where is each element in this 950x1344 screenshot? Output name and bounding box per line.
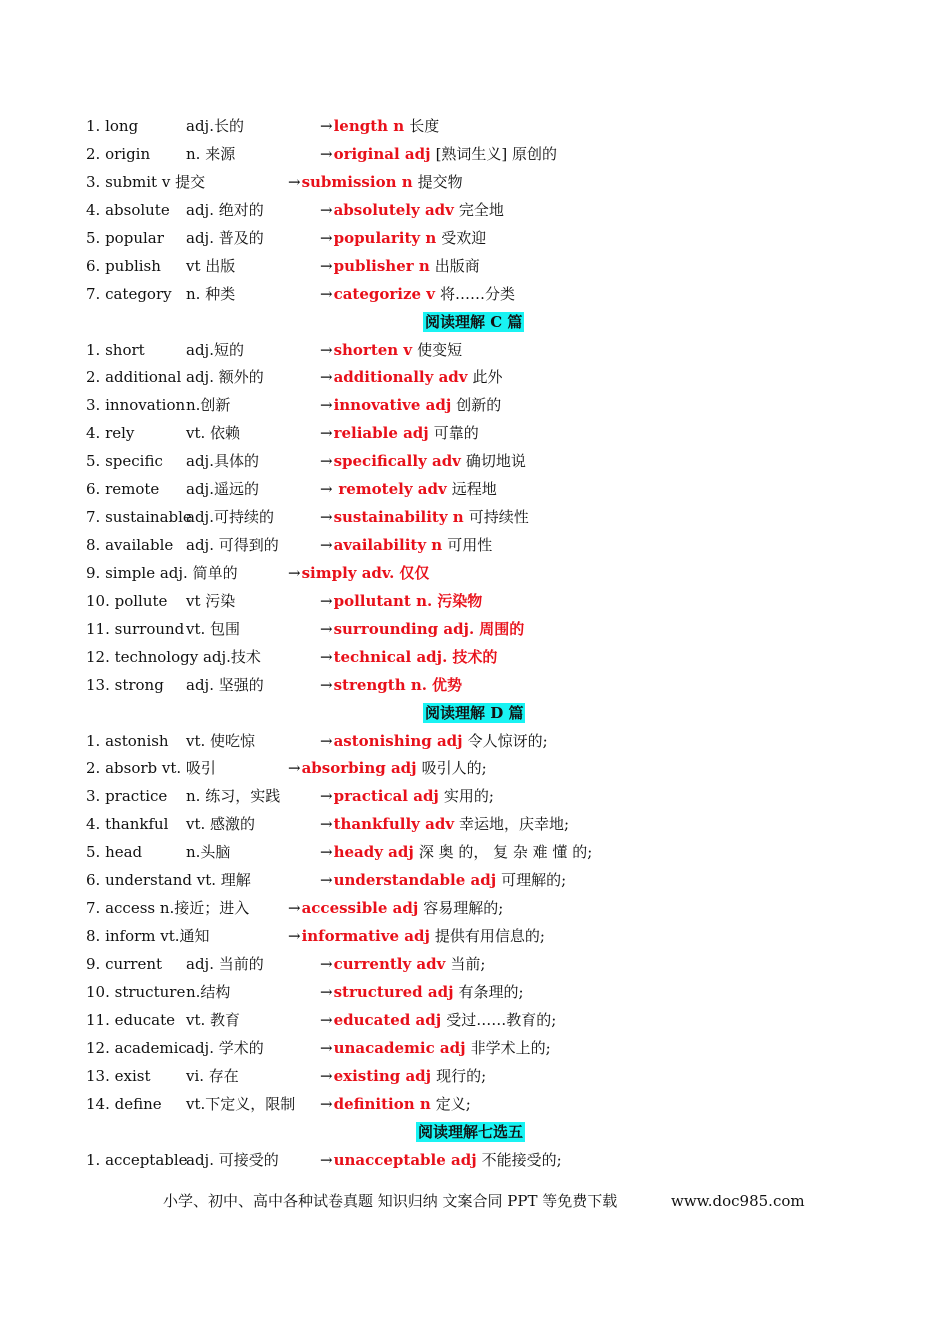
vocab-row bbox=[86, 479, 686, 499]
arrow-icon: → bbox=[320, 1151, 333, 1169]
base-meaning: adj.短的 bbox=[186, 341, 244, 359]
vocab-row bbox=[86, 814, 686, 834]
vocab-row bbox=[86, 842, 686, 862]
derived-word: technical adj. bbox=[333, 648, 448, 666]
base-meaning: adj. 当前的 bbox=[186, 955, 264, 973]
arrow-icon: → bbox=[320, 648, 333, 666]
arrow-icon: → bbox=[320, 1039, 333, 1057]
derived-word: remotely adv bbox=[338, 480, 447, 498]
derived-meaning: 完全地 bbox=[458, 201, 504, 219]
vocab-row bbox=[86, 982, 686, 1002]
section-heading-d: 阅读理解 D 篇 bbox=[425, 704, 524, 722]
derived-word: educated adj bbox=[333, 1011, 442, 1029]
vocab-row bbox=[86, 619, 686, 639]
arrow-icon: → bbox=[320, 480, 333, 498]
arrow-icon: → bbox=[320, 201, 333, 219]
base-word: 1. long bbox=[86, 117, 139, 135]
arrow-icon: → bbox=[320, 843, 333, 861]
base-word: 7. sustainable bbox=[86, 508, 192, 526]
footer-site-link[interactable]: www.doc985.com bbox=[671, 1192, 805, 1210]
arrow-icon: → bbox=[320, 145, 333, 163]
arrow-icon: → bbox=[320, 1095, 333, 1113]
derived-meaning: 提供有用信息的; bbox=[434, 927, 545, 945]
vocab-row bbox=[86, 1010, 686, 1030]
base-meaning: adj. 普及的 bbox=[186, 229, 264, 247]
derived-word: absolutely adv bbox=[333, 201, 454, 219]
vocab-row bbox=[86, 1094, 686, 1114]
vocab-row bbox=[86, 451, 686, 471]
derived-word: pollutant n. bbox=[333, 592, 433, 610]
derived-word: structured adj bbox=[333, 983, 454, 1001]
derived-word: additionally adv bbox=[333, 368, 468, 386]
arrow-icon: → bbox=[320, 285, 333, 303]
arrow-icon: → bbox=[320, 424, 333, 442]
arrow-icon: → bbox=[320, 787, 333, 805]
vocab-row bbox=[86, 423, 686, 443]
base-meaning: adj. 额外的 bbox=[186, 368, 264, 386]
vocab-row bbox=[86, 200, 686, 220]
vocab-row bbox=[86, 731, 686, 751]
arrow-icon: → bbox=[320, 815, 333, 833]
base-meaning: adj.具体的 bbox=[186, 452, 259, 470]
base-word: 5. head bbox=[86, 843, 143, 861]
base-word: 13. exist bbox=[86, 1067, 151, 1085]
base-word: 2. origin bbox=[86, 145, 151, 163]
vocab-row bbox=[86, 675, 686, 695]
derived-word: thankfully adv bbox=[333, 815, 455, 833]
base-word: 11. surround bbox=[86, 620, 185, 638]
base-word: 9. simple adj. 简单的 bbox=[86, 564, 238, 582]
derived-meaning: 幸运地，庆幸地; bbox=[459, 815, 570, 833]
derived-meaning: 提交物 bbox=[417, 173, 463, 191]
base-meaning: vt.下定义，限制 bbox=[186, 1095, 296, 1113]
arrow-icon: → bbox=[320, 452, 333, 470]
derived-word: popularity n bbox=[333, 229, 437, 247]
derived-word: innovative adj bbox=[333, 396, 452, 414]
vocab-row bbox=[86, 926, 686, 946]
derived-word: simply adv. bbox=[301, 564, 395, 582]
derived-meaning: 不能接受的; bbox=[481, 1151, 562, 1169]
vocab-row bbox=[86, 1038, 686, 1058]
derived-word: availability n bbox=[333, 536, 443, 554]
vocab-row bbox=[86, 647, 686, 667]
base-word: 8. available bbox=[86, 536, 174, 554]
base-word: 5. specific bbox=[86, 452, 163, 470]
arrow-icon: → bbox=[320, 536, 333, 554]
derived-meaning: 长度 bbox=[409, 117, 440, 135]
base-meaning: adj. 绝对的 bbox=[186, 201, 264, 219]
vocab-row bbox=[86, 870, 686, 890]
arrow-icon: → bbox=[320, 955, 333, 973]
vocab-row bbox=[86, 535, 686, 555]
base-meaning: vi. 存在 bbox=[186, 1067, 239, 1085]
base-meaning: vt 出版 bbox=[186, 257, 236, 275]
vocab-row bbox=[86, 563, 686, 583]
page-footer bbox=[163, 1191, 803, 1211]
derived-word: length n bbox=[333, 117, 405, 135]
arrow-icon: → bbox=[288, 759, 301, 777]
base-meaning: vt. 包围 bbox=[186, 620, 241, 638]
base-meaning: adj.遥远的 bbox=[186, 480, 259, 498]
base-meaning: adj. 学术的 bbox=[186, 1039, 264, 1057]
base-meaning: adj. 坚强的 bbox=[186, 676, 264, 694]
vocab-row bbox=[86, 1150, 686, 1170]
derived-meaning: 非学术上的; bbox=[470, 1039, 551, 1057]
derived-word: astonishing adj bbox=[333, 732, 463, 750]
arrow-icon: → bbox=[320, 592, 333, 610]
arrow-icon: → bbox=[320, 396, 333, 414]
arrow-icon: → bbox=[320, 871, 333, 889]
base-word: 12. technology adj.技术 bbox=[86, 648, 261, 666]
derived-meaning: 受欢迎 bbox=[441, 229, 487, 247]
derived-meaning: 可理解的; bbox=[501, 871, 567, 889]
derived-word: submission n bbox=[301, 173, 413, 191]
derived-meaning: 仅仅 bbox=[399, 564, 430, 582]
derived-word: existing adj bbox=[333, 1067, 432, 1085]
arrow-icon: → bbox=[288, 927, 301, 945]
derived-meaning: 创新的 bbox=[456, 396, 502, 414]
derived-word: original adj bbox=[333, 145, 431, 163]
derived-word: surrounding adj. bbox=[333, 620, 475, 638]
base-meaning: n.创新 bbox=[186, 396, 231, 414]
derived-meaning: 可持续性 bbox=[468, 508, 529, 526]
footer-text: 小学、初中、高中各种试卷真题 知识归纳 文案合同 PPT 等免费下载 bbox=[163, 1192, 618, 1210]
derived-word: shorten v bbox=[333, 341, 413, 359]
arrow-icon: → bbox=[320, 368, 333, 386]
derived-word: understandable adj bbox=[333, 871, 497, 889]
derived-word: specifically adv bbox=[333, 452, 461, 470]
derived-meaning: 优势 bbox=[431, 676, 462, 694]
base-meaning: n.结构 bbox=[186, 983, 231, 1001]
arrow-icon: → bbox=[288, 899, 301, 917]
base-meaning: vt. 依赖 bbox=[186, 424, 241, 442]
derived-meaning: 可靠的 bbox=[433, 424, 479, 442]
arrow-icon: → bbox=[320, 732, 333, 750]
derived-meaning: 污染物 bbox=[437, 592, 483, 610]
base-meaning: vt. 使吃惊 bbox=[186, 732, 256, 750]
derived-meaning: 使变短 bbox=[417, 341, 463, 359]
derived-meaning: 定义; bbox=[435, 1095, 471, 1113]
arrow-icon: → bbox=[320, 257, 333, 275]
base-word: 11. educate bbox=[86, 1011, 176, 1029]
base-word: 2. absorb vt. 吸引 bbox=[86, 759, 216, 777]
section-heading-seven-choose-five: 阅读理解七选五 bbox=[418, 1123, 524, 1141]
derived-word: practical adj bbox=[333, 787, 439, 805]
base-word: 9. current bbox=[86, 955, 163, 973]
vocab-row bbox=[86, 284, 686, 304]
derived-meaning: 受过……教育的; bbox=[446, 1011, 557, 1029]
arrow-icon: → bbox=[320, 117, 333, 135]
base-word: 2. additional bbox=[86, 368, 182, 386]
derived-word: absorbing adj bbox=[301, 759, 417, 777]
derived-meaning: 吸引人的; bbox=[421, 759, 487, 777]
base-word: 5. popular bbox=[86, 229, 164, 247]
derived-meaning: 令人惊讶的; bbox=[467, 732, 548, 750]
derived-meaning: 出版商 bbox=[434, 257, 480, 275]
vocab-row bbox=[86, 1066, 686, 1086]
base-meaning: n. 种类 bbox=[186, 285, 236, 303]
derived-meaning: 深 奥 的， 复 杂 难 懂 的; bbox=[418, 843, 593, 861]
base-meaning: vt. 教育 bbox=[186, 1011, 241, 1029]
derived-meaning: 确切地说 bbox=[465, 452, 526, 470]
arrow-icon: → bbox=[288, 564, 301, 582]
arrow-icon: → bbox=[320, 983, 333, 1001]
vocab-row bbox=[86, 256, 686, 276]
derived-meaning: 有条理的; bbox=[458, 983, 524, 1001]
vocab-row bbox=[86, 954, 686, 974]
base-word: 4. rely bbox=[86, 424, 135, 442]
arrow-icon: → bbox=[288, 173, 301, 191]
vocab-row bbox=[86, 591, 686, 611]
base-word: 4. absolute bbox=[86, 201, 170, 219]
derived-word: reliable adj bbox=[333, 424, 429, 442]
base-meaning: n.头脑 bbox=[186, 843, 231, 861]
arrow-icon: → bbox=[320, 229, 333, 247]
vocab-row bbox=[86, 172, 686, 192]
base-meaning: n. 来源 bbox=[186, 145, 236, 163]
vocab-row bbox=[86, 786, 686, 806]
derived-word: publisher n bbox=[333, 257, 430, 275]
base-word: 12. academic bbox=[86, 1039, 187, 1057]
vocab-row bbox=[86, 144, 686, 164]
derived-meaning: 容易理解的; bbox=[423, 899, 504, 917]
arrow-icon: → bbox=[320, 620, 333, 638]
base-word: 1. acceptable bbox=[86, 1151, 188, 1169]
base-word: 14. define bbox=[86, 1095, 162, 1113]
derived-word: strength n. bbox=[333, 676, 427, 694]
base-word: 6. remote bbox=[86, 480, 160, 498]
derived-word: unacademic adj bbox=[333, 1039, 466, 1057]
base-word: 7. category bbox=[86, 285, 172, 303]
derived-meaning: [熟词生义] 原创的 bbox=[435, 145, 558, 163]
vocab-row bbox=[86, 898, 686, 918]
vocab-row bbox=[86, 367, 686, 387]
base-meaning: vt. 感激的 bbox=[186, 815, 256, 833]
derived-meaning: 周围的 bbox=[479, 620, 525, 638]
derived-meaning: 可用性 bbox=[447, 536, 493, 554]
derived-word: informative adj bbox=[301, 927, 430, 945]
vocab-row bbox=[86, 395, 686, 415]
base-meaning: adj.可持续的 bbox=[186, 508, 274, 526]
derived-meaning: 实用的; bbox=[443, 787, 494, 805]
base-word: 3. innovation bbox=[86, 396, 186, 414]
derived-word: unacceptable adj bbox=[333, 1151, 477, 1169]
base-word: 1. astonish bbox=[86, 732, 169, 750]
arrow-icon: → bbox=[320, 1011, 333, 1029]
section-heading-c: 阅读理解 C 篇 bbox=[425, 313, 523, 331]
arrow-icon: → bbox=[320, 508, 333, 526]
vocab-row bbox=[86, 228, 686, 248]
vocab-row bbox=[86, 116, 686, 136]
base-word: 1. short bbox=[86, 341, 145, 359]
base-meaning: n. 练习，实践 bbox=[186, 787, 281, 805]
base-meaning: adj.长的 bbox=[186, 117, 244, 135]
vocab-row bbox=[86, 340, 686, 360]
derived-meaning: 现行的; bbox=[436, 1067, 487, 1085]
derived-meaning: 技术的 bbox=[452, 648, 498, 666]
derived-word: currently adv bbox=[333, 955, 446, 973]
arrow-icon: → bbox=[320, 341, 333, 359]
arrow-icon: → bbox=[320, 676, 333, 694]
base-word: 10. structure bbox=[86, 983, 186, 1001]
base-word: 6. publish bbox=[86, 257, 161, 275]
derived-word: definition n bbox=[333, 1095, 431, 1113]
derived-word: sustainability n bbox=[333, 508, 464, 526]
derived-word: accessible adj bbox=[301, 899, 419, 917]
derived-meaning: 此外 bbox=[472, 368, 503, 386]
base-meaning: adj. 可接受的 bbox=[186, 1151, 279, 1169]
base-meaning: vt 污染 bbox=[186, 592, 236, 610]
derived-meaning: 将……分类 bbox=[440, 285, 516, 303]
derived-word: categorize v bbox=[333, 285, 435, 303]
derived-meaning: 远程地 bbox=[451, 480, 497, 498]
vocab-row bbox=[86, 507, 686, 527]
arrow-icon: → bbox=[320, 1067, 333, 1085]
base-word: 7. access n.接近；进入 bbox=[86, 899, 250, 917]
derived-meaning: 当前; bbox=[450, 955, 486, 973]
derived-word: heady adj bbox=[333, 843, 414, 861]
base-word: 6. understand vt. 理解 bbox=[86, 871, 251, 889]
vocab-row bbox=[86, 758, 686, 778]
base-word: 13. strong bbox=[86, 676, 164, 694]
base-word: 10. pollute bbox=[86, 592, 168, 610]
base-meaning: adj. 可得到的 bbox=[186, 536, 279, 554]
base-word: 3. practice bbox=[86, 787, 168, 805]
base-word: 3. submit v 提交 bbox=[86, 173, 206, 191]
base-word: 4. thankful bbox=[86, 815, 169, 833]
base-word: 8. inform vt.通知 bbox=[86, 927, 210, 945]
